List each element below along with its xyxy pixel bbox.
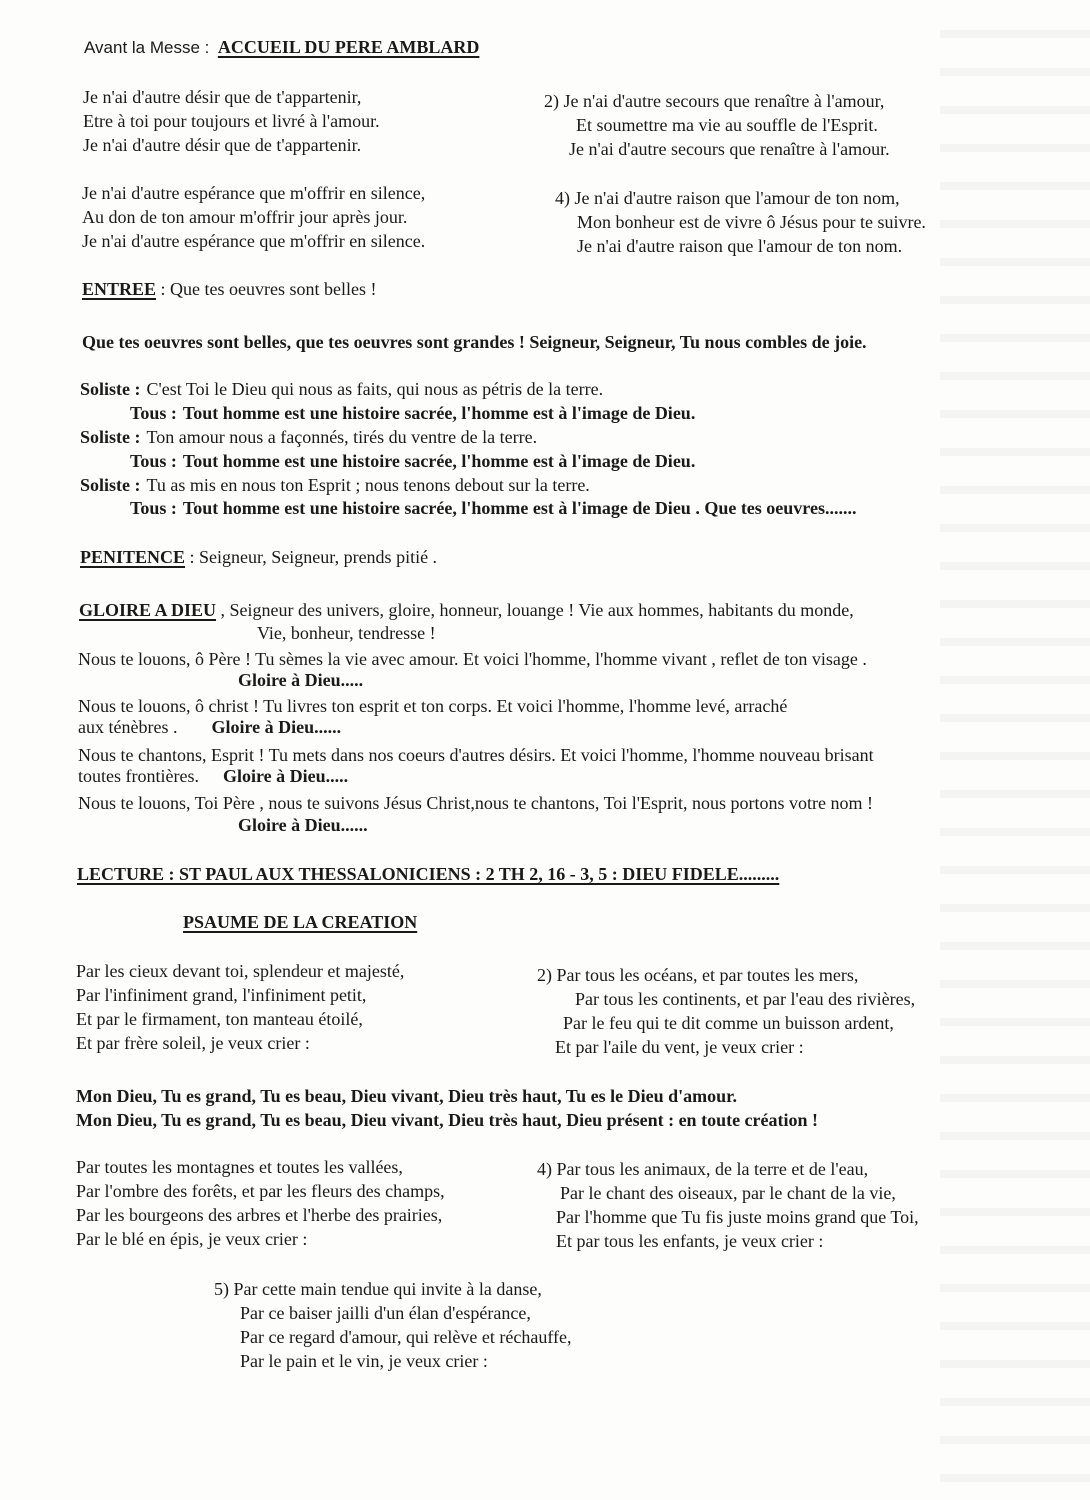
accueil-v1-line-1: Je n'ai d'autre désir que de t'appartenir,	[83, 87, 362, 107]
psaume-v3-line-4: Par le blé en épis, je veux crier :	[76, 1229, 308, 1249]
psaume-v4-line-4: Et par tous les enfants, je veux crier :	[556, 1231, 824, 1251]
gloire-stanza-2b-text: aux ténèbres .	[78, 717, 178, 737]
psaume-refrain-2: Mon Dieu, Tu es grand, Tu es beau, Dieu vivant, Dieu très haut, Dieu présent : en toute création !	[76, 1110, 819, 1130]
soliste-text: Ton amour nous a façonnés, tirés du ventre de la terre.	[146, 427, 538, 447]
psaume-v2-line-2: Par tous les continents, et par l'eau des rivières,	[575, 989, 916, 1009]
gloire-refrain-2: Gloire à Dieu......	[211, 717, 342, 737]
accueil-v1-line-3: Je n'ai d'autre désir que de t'appartenir.	[83, 135, 362, 155]
tous-label: Tous :	[130, 498, 177, 518]
entree-heading: ENTREE	[82, 279, 157, 299]
psaume-v5-line-1: 5) Par cette main tendue qui invite à la danse,	[214, 1279, 542, 1299]
gloire-stanza-3b	[78, 765, 348, 787]
penitence-separator: :	[185, 547, 200, 567]
tous-label: Tous :	[130, 403, 177, 423]
psaume-v1-line-1: Par les cieux devant toi, splendeur et majesté,	[76, 961, 405, 981]
penitence-line	[80, 546, 437, 568]
entree-tous-1	[130, 402, 695, 424]
accueil-v4-line-1: 4) Je n'ai d'autre raison que l'amour de ton nom,	[555, 188, 900, 208]
soliste-label: Soliste :	[80, 427, 141, 447]
header-prefix: Avant la Messe :	[84, 38, 210, 57]
psaume-v2-line-1: 2) Par tous les océans, et par toutes les mers,	[537, 965, 859, 985]
gloire-intro: , Seigneur des univers, gloire, honneur, louange ! Vie aux hommes, habitants du monde,	[216, 600, 854, 620]
accueil-v3-line-2: Au don de ton amour m'offrir jour après jour.	[82, 207, 408, 227]
bleed-through-shadow	[940, 0, 1090, 1500]
entree-heading-line	[82, 278, 377, 300]
gloire-refrain-3: Gloire à Dieu.....	[222, 766, 349, 786]
gloire-stanza-1: Nous te louons, ô Père ! Tu sèmes la vie avec amour. Et voici l'homme, l'homme vivant , reflet de ton visage .	[78, 649, 867, 669]
entree-soliste-1	[80, 378, 603, 400]
tous-text: Tout homme est une histoire sacrée, l'homme est à l'image de Dieu.	[182, 403, 696, 423]
psaume-refrain-1: Mon Dieu, Tu es grand, Tu es beau, Dieu vivant, Dieu très haut, Tu es le Dieu d'amour.	[76, 1086, 737, 1106]
psaume-v1-line-4: Et par frère soleil, je veux crier :	[76, 1033, 310, 1053]
gloire-line-2: Vie, bonheur, tendresse !	[257, 623, 436, 643]
psaume-v4-line-2: Par le chant des oiseaux, par le chant de la vie,	[560, 1183, 896, 1203]
gloire-stanza-2a: Nous te louons, ô christ ! Tu livres ton esprit et ton corps. Et voici l'homme, l'homme levé, arraché	[78, 696, 788, 716]
psaume-v3-line-1: Par toutes les montagnes et toutes les vallées,	[76, 1157, 403, 1177]
tous-text: Tout homme est une histoire sacrée, l'homme est à l'image de Dieu . Que tes oeuvres.......	[182, 498, 857, 518]
gloire-refrain-1: Gloire à Dieu.....	[238, 670, 364, 690]
gloire-stanza-3b-text: toutes frontières.	[78, 766, 199, 786]
gloire-stanza-4: Nous te louons, Toi Père , nous te suivons Jésus Christ,nous te chantons, Toi l'Esprit, nous portons votre nom !	[78, 793, 874, 813]
lecture-line: LECTURE : ST PAUL AUX THESSALONICIENS : 2 TH 2, 16 - 3, 5 : DIEU FIDELE.........	[77, 864, 780, 884]
accueil-v3-line-1: Je n'ai d'autre espérance que m'offrir en silence,	[82, 183, 426, 203]
soliste-label: Soliste :	[80, 475, 141, 495]
accueil-v3-line-3: Je n'ai d'autre espérance que m'offrir en silence.	[82, 231, 426, 251]
gloire-stanza-3a: Nous te chantons, Esprit ! Tu mets dans nos coeurs d'autres désirs. Et voici l'homme, l'homme nouveau brisant	[78, 745, 874, 765]
psaume-v2-line-4: Et par l'aile du vent, je veux crier :	[555, 1037, 804, 1057]
accueil-v4-line-3: Je n'ai d'autre raison que l'amour de ton nom.	[577, 236, 903, 256]
entree-subtitle: Que tes oeuvres sont belles !	[170, 279, 377, 299]
accueil-v2-line-3: Je n'ai d'autre secours que renaître à l'amour.	[569, 139, 890, 159]
psaume-v1-line-2: Par l'infiniment grand, l'infiniment petit,	[76, 985, 367, 1005]
psaume-v4-line-3: Par l'homme que Tu fis juste moins grand que Toi,	[556, 1207, 919, 1227]
psaume-v5-line-3: Par ce regard d'amour, qui relève et réchauffe,	[240, 1327, 572, 1347]
entree-refrain: Que tes oeuvres sont belles, que tes oeuvres sont grandes ! Seigneur, Seigneur, Tu nous combles de joie.	[82, 332, 867, 352]
entree-soliste-2	[80, 426, 537, 448]
psaume-v4-line-1: 4) Par tous les animaux, de la terre et de l'eau,	[537, 1159, 869, 1179]
accueil-v2-line-1: 2) Je n'ai d'autre secours que renaître à l'amour,	[544, 91, 885, 111]
gloire-refrain-4: Gloire à Dieu......	[238, 815, 368, 835]
gloire-heading: GLOIRE A DIEU	[79, 600, 217, 620]
gloire-stanza-2b	[78, 716, 341, 738]
accueil-v1-line-2: Etre à toi pour toujours et livré à l'amour.	[83, 111, 380, 131]
soliste-label: Soliste :	[80, 379, 141, 399]
psaume-v3-line-3: Par les bourgeons des arbres et l'herbe des prairies,	[76, 1205, 443, 1225]
header-line	[84, 36, 479, 59]
tous-label: Tous :	[130, 451, 177, 471]
gloire-line-1	[79, 599, 854, 621]
psaume-v5-line-2: Par ce baiser jailli d'un élan d'espérance,	[240, 1303, 531, 1323]
soliste-text: Tu as mis en nous ton Esprit ; nous tenons debout sur la terre.	[146, 475, 590, 495]
psaume-v2-line-3: Par le feu qui te dit comme un buisson ardent,	[563, 1013, 894, 1033]
psaume-v5-line-4: Par le pain et le vin, je veux crier :	[240, 1351, 488, 1371]
psaume-v3-line-2: Par l'ombre des forêts, et par les fleurs des champs,	[76, 1181, 445, 1201]
psaume-v1-line-3: Et par le firmament, ton manteau étoilé,	[76, 1009, 363, 1029]
penitence-text: Seigneur, Seigneur, prends pitié .	[199, 547, 438, 567]
entree-tous-3	[130, 497, 856, 519]
entree-tous-2	[130, 450, 695, 472]
psaume-heading: PSAUME DE LA CREATION	[183, 912, 418, 932]
header-title: ACCUEIL DU PERE AMBLARD	[217, 37, 480, 57]
soliste-text: C'est Toi le Dieu qui nous as faits, qui nous as pétris de la terre.	[146, 379, 604, 399]
entree-soliste-3	[80, 474, 590, 496]
tous-text: Tout homme est une histoire sacrée, l'homme est à l'image de Dieu.	[182, 451, 696, 471]
accueil-v4-line-2: Mon bonheur est de vivre ô Jésus pour te suivre.	[577, 212, 926, 232]
penitence-heading: PENITENCE	[80, 547, 186, 567]
entree-separator: :	[156, 279, 171, 299]
accueil-v2-line-2: Et soumettre ma vie au souffle de l'Esprit.	[576, 115, 878, 135]
